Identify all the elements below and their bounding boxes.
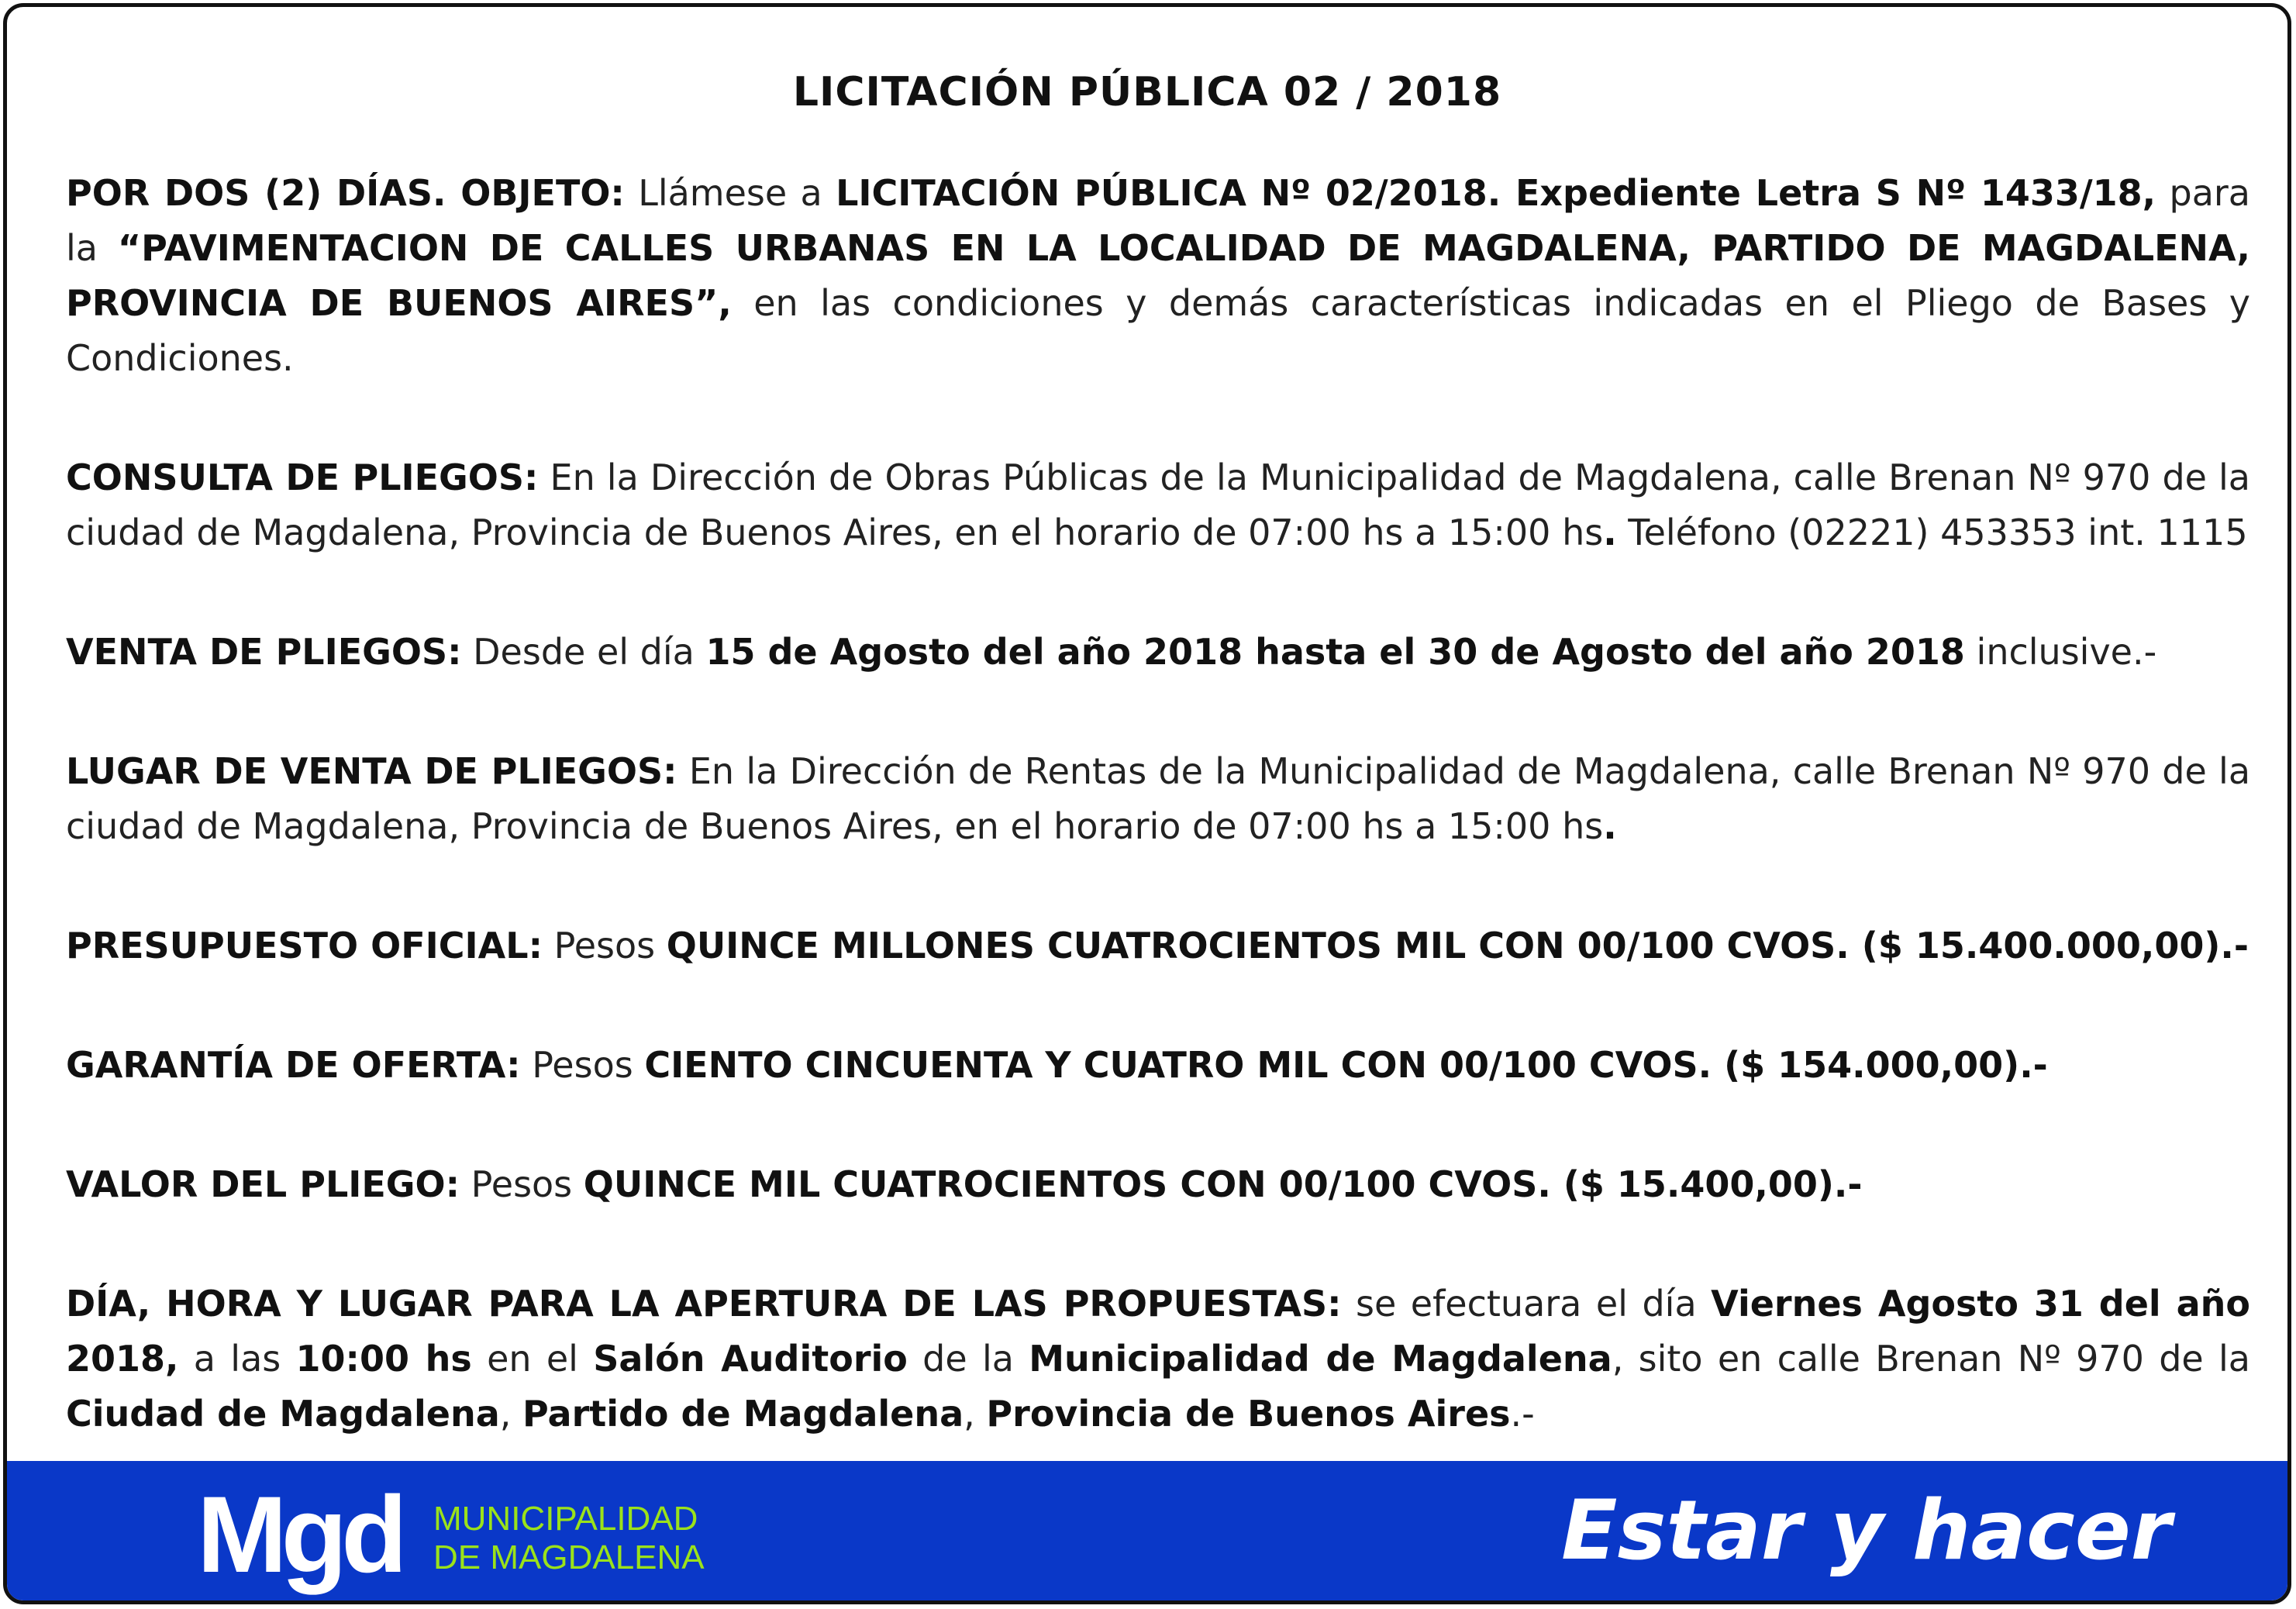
bold-text: DÍA, HORA Y LUGAR PARA LA APERTURA DE LAS PROPUESTAS: xyxy=(66,1283,1342,1325)
bold-text: Viernes Agosto 31 del año 2018, xyxy=(66,1283,2250,1380)
paragraph-consulta xyxy=(66,450,2250,560)
text: se efectuara el día xyxy=(1341,1283,1712,1325)
paragraph-lugar-venta xyxy=(66,744,2250,854)
text: Pesos xyxy=(460,1163,584,1205)
text: , xyxy=(499,1393,523,1435)
paragraph-garantia xyxy=(66,1038,2250,1093)
text: a las xyxy=(178,1338,296,1380)
text: Desde el día xyxy=(461,631,706,673)
slogan: Estar y hacer xyxy=(1561,1483,2171,1578)
bold-text: CONSULTA DE PLIEGOS: xyxy=(66,457,539,498)
paragraph-objeto xyxy=(66,166,2250,386)
logo-line-1: MUNICIPALIDAD xyxy=(433,1500,698,1538)
bold-text: PRESUPUESTO OFICIAL: xyxy=(66,925,543,966)
bold-text: QUINCE MILLONES CUATROCIENTOS MIL CON 00/100 CVOS. ($ 15.400.000,00).- xyxy=(666,925,2249,966)
bold-text: Partido de Magdalena xyxy=(522,1393,964,1435)
text: Teléfono (02221) 453353 int. 1115 xyxy=(1616,512,2248,553)
text: en el xyxy=(471,1338,594,1380)
text: .- xyxy=(1510,1393,1535,1435)
notice-frame xyxy=(3,3,2291,1604)
municipal-logo-text xyxy=(433,1500,705,1577)
text: para la xyxy=(66,172,2250,269)
bold-text: 10:00 hs xyxy=(295,1338,472,1380)
bold-text: LICITACIÓN PÚBLICA Nº 02/2018. Expediente Letra S Nº 1433/18, xyxy=(836,172,2156,214)
text: Pesos xyxy=(520,1044,645,1086)
bold-text: . xyxy=(1603,512,1617,553)
text: , xyxy=(964,1393,987,1435)
bold-text: VALOR DEL PLIEGO: xyxy=(66,1163,460,1205)
logo-line-2: DE MAGDALENA xyxy=(433,1538,705,1576)
paragraph-apertura xyxy=(66,1277,2250,1442)
text: Pesos xyxy=(542,925,667,966)
footer-bar xyxy=(7,1461,2287,1600)
bold-text: Salón Auditorio xyxy=(593,1338,908,1380)
text: de la xyxy=(907,1338,1029,1380)
text: En la Dirección de Obras Públicas de la Municipalidad de Magdalena, calle Brenan Nº 970 de la ciudad de Magdalena, Provincia de Buenos Aires, en el horario de 07:00 hs a 15:00 hs xyxy=(66,457,2250,553)
bold-text: 15 de Agosto del año 2018 hasta el 30 de Agosto del año 2018 xyxy=(705,631,1965,673)
text: en las condiciones y demás características indicadas en el Pliego de Bases y Condiciones. xyxy=(66,282,2250,379)
bold-text: “PAVIMENTACION DE CALLES URBANAS EN LA LOCALIDAD DE MAGDALENA, PARTIDO DE MAGDALENA, PROVINCIA DE BUENOS AIRES”, xyxy=(66,227,2250,324)
bold-text: . xyxy=(1603,805,1617,847)
bold-text: CIENTO CINCUENTA Y CUATRO MIL CON 00/100 CVOS. ($ 154.000,00).- xyxy=(644,1044,2048,1086)
bold-text: QUINCE MIL CUATROCIENTOS CON 00/100 CVOS. ($ 15.400,00).- xyxy=(583,1163,1863,1205)
notice-body xyxy=(66,166,2250,1442)
text: En la Dirección de Rentas de la Municipalidad de Magdalena, calle Brenan Nº 970 de la ciudad de Magdalena, Provincia de Buenos Aires, en el horario de 07:00 hs a 15:00 hs xyxy=(66,750,2251,847)
bold-text: Ciudad de Magdalena xyxy=(66,1393,500,1435)
paragraph-presupuesto xyxy=(66,918,2250,973)
notice-title: LICITACIÓN PÚBLICA 02 / 2018 xyxy=(792,69,1502,115)
bold-text: Municipalidad de Magdalena xyxy=(1029,1338,1612,1380)
text: Llámese a xyxy=(624,172,836,214)
paragraph-valor xyxy=(66,1157,2250,1212)
paragraph-venta xyxy=(66,625,2250,680)
bold-text: GARANTÍA DE OFERTA: xyxy=(66,1044,521,1086)
bold-text: Provincia de Buenos Aires xyxy=(986,1393,1511,1435)
bold-text: VENTA DE PLIEGOS: xyxy=(66,631,462,673)
text: inclusive.- xyxy=(1964,631,2157,673)
bold-text: LUGAR DE VENTA DE PLIEGOS: xyxy=(66,750,677,792)
text: , sito en calle Brenan Nº 970 de la xyxy=(1612,1338,2250,1380)
bold-text: POR DOS (2) DÍAS. OBJETO: xyxy=(66,172,625,214)
municipal-logo-mark: Mgd xyxy=(197,1473,402,1595)
